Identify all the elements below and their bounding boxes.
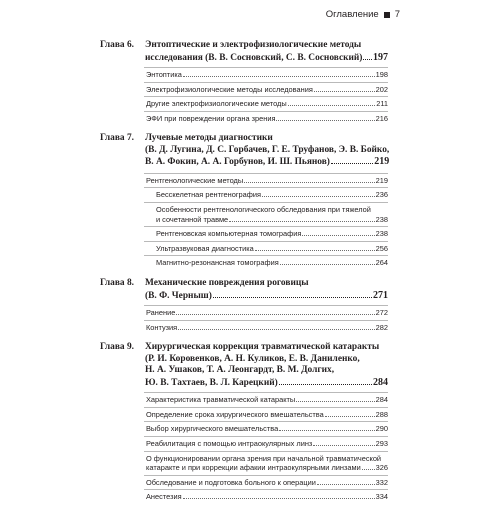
section-title: ЭФИ при повреждении органа зрения xyxy=(146,113,276,123)
chapter-number: Глава 9. xyxy=(100,342,134,353)
chapter-number: Глава 6. xyxy=(100,40,134,50)
section-row xyxy=(146,424,388,434)
section-title: Определение срока хирургического вмешательства xyxy=(146,409,324,419)
dot-leader xyxy=(331,163,373,164)
section-page-number: 198 xyxy=(375,70,388,79)
section-title: Электрофизиологические методы исследования xyxy=(146,84,313,94)
section-title: Ранение xyxy=(146,308,176,318)
section-row xyxy=(146,99,388,109)
section-list xyxy=(144,67,388,125)
section-entry[interactable] xyxy=(144,67,388,82)
chapter-page-number: 219 xyxy=(374,156,390,168)
dot-leader xyxy=(288,105,376,106)
dot-leader xyxy=(279,384,372,385)
chapter-title-text: В. А. Фокин, А. А. Горбунов, И. Ш. Пьянов) xyxy=(145,157,330,168)
chapter-title-last-line xyxy=(145,377,388,390)
section-page-number: 288 xyxy=(375,409,388,419)
section-title: Выбор хирургического вмешательства xyxy=(146,424,279,434)
section-row xyxy=(156,258,388,268)
section-title: Обследование и подготовка больного к операции xyxy=(146,477,316,487)
section-entry[interactable] xyxy=(144,451,388,475)
section-page-number: 284 xyxy=(375,395,388,405)
section-entry[interactable] xyxy=(144,305,388,320)
section-title: катаракте и при коррекции афакии интраокулярными линзами xyxy=(146,463,361,473)
section-title-first-line: Особенности рентгенологического обследования при тяжелой xyxy=(156,205,371,215)
section-page-number: 282 xyxy=(375,322,388,332)
section-page-number: 290 xyxy=(375,424,388,434)
chapter-title-text: (В. Ф. Черныш) xyxy=(145,290,212,301)
section-page-number: 326 xyxy=(375,463,388,473)
section-row xyxy=(146,308,388,318)
section-row xyxy=(146,478,388,488)
section-page-number: 238 xyxy=(375,214,388,224)
chapter-number: Глава 8. xyxy=(100,278,134,289)
running-head-page: 7 xyxy=(394,9,400,20)
section-title: Другие электрофизиологические методы xyxy=(146,99,287,109)
dot-leader xyxy=(183,498,375,499)
section-page-number: 272 xyxy=(375,308,388,318)
section-title-first-line: О функционировании органа зрения при начальной травматической xyxy=(146,453,382,463)
chapter-title-text: Ю. В. Тахтаев, В. Л. Карецкий) xyxy=(145,377,278,388)
dot-leader xyxy=(313,445,374,446)
section-list xyxy=(144,305,388,334)
section-page-number: 293 xyxy=(375,439,388,448)
section-row xyxy=(156,190,388,200)
section-title: и сочетанной травме xyxy=(156,214,229,224)
section-list xyxy=(144,173,388,270)
chapter-entry[interactable] xyxy=(100,133,388,169)
section-page-number: 332 xyxy=(375,477,388,487)
section-entry[interactable] xyxy=(144,226,388,241)
dot-leader xyxy=(229,221,375,222)
square-bullet-icon xyxy=(384,12,390,18)
section-row xyxy=(156,215,388,225)
chapter-title xyxy=(145,133,389,169)
chapter-title-line: Н. А. Ушаков, Т. А. Леонгардт, В. М. Долгих, xyxy=(145,365,335,376)
chapter-title-text: исследования (В. В. Сосновский, С. В. Сосновский) xyxy=(145,52,363,63)
section-entry[interactable] xyxy=(144,436,388,451)
running-head xyxy=(326,9,400,20)
section-row xyxy=(146,323,388,333)
section-entry[interactable] xyxy=(144,82,388,97)
chapter-block xyxy=(100,40,388,125)
chapter-title-line: Лучевые методы диагностики xyxy=(145,133,273,144)
chapter-title-line: (В. Д. Лугина, Д. С. Горбачев, Г. Е. Труфанов, Э. В. Бойко, xyxy=(145,144,390,155)
chapter-entry[interactable] xyxy=(100,342,388,389)
section-row xyxy=(146,395,388,405)
section-title: Магнитно-резонансная томография xyxy=(156,258,279,268)
section-page-number: 202 xyxy=(375,84,388,94)
section-row xyxy=(146,176,388,186)
dot-leader xyxy=(178,329,374,330)
section-entry[interactable] xyxy=(144,475,388,490)
dot-leader xyxy=(325,416,375,417)
section-entry[interactable] xyxy=(144,96,388,111)
section-entry[interactable] xyxy=(144,173,388,188)
dot-leader xyxy=(314,91,375,92)
section-row xyxy=(146,70,388,80)
dot-leader xyxy=(317,484,375,485)
section-entry[interactable] xyxy=(144,421,388,436)
dot-leader xyxy=(302,235,374,236)
chapter-block xyxy=(100,133,388,270)
chapter-title xyxy=(145,278,388,302)
section-title: Анестезия xyxy=(146,492,182,502)
chapter-page-number: 271 xyxy=(373,289,388,301)
dot-leader xyxy=(176,314,374,315)
chapter-title-last-line xyxy=(145,156,389,169)
section-entry[interactable] xyxy=(144,392,388,407)
dot-leader xyxy=(362,469,375,470)
chapter-entry[interactable] xyxy=(100,40,388,64)
dot-leader xyxy=(255,250,375,251)
section-row xyxy=(146,492,388,502)
section-page-number: 256 xyxy=(375,243,388,253)
chapter-block xyxy=(100,342,388,504)
section-entry[interactable] xyxy=(144,202,388,226)
dot-leader xyxy=(280,264,375,265)
chapter-entry[interactable] xyxy=(100,278,388,302)
dot-leader xyxy=(279,430,374,431)
section-entry[interactable] xyxy=(144,407,388,422)
section-page-number: 219 xyxy=(375,175,388,185)
section-row xyxy=(146,85,388,95)
section-entry[interactable] xyxy=(144,320,388,335)
section-title: Бесскелетная рентгенография xyxy=(156,190,261,200)
section-entry[interactable] xyxy=(144,489,388,504)
section-title: Рентгеновская компьютерная томография xyxy=(156,229,302,239)
section-page-number: 236 xyxy=(375,190,388,200)
section-page-number: 238 xyxy=(375,229,388,239)
section-title: Рентгенологические методы xyxy=(146,175,244,185)
chapter-block xyxy=(100,278,388,334)
section-page-number: 264 xyxy=(375,258,388,268)
section-page-number: 334 xyxy=(375,492,388,502)
section-row xyxy=(156,244,388,254)
section-page-number: 216 xyxy=(375,113,388,123)
section-row xyxy=(146,410,388,420)
chapter-number: Глава 7. xyxy=(100,133,134,144)
dot-leader xyxy=(262,196,375,197)
section-entry[interactable] xyxy=(144,187,388,202)
chapter-title-line: (Р. И. Коровенков, А. Н. Куликов, Е. В. Даниленко, xyxy=(145,353,360,364)
table-of-contents xyxy=(100,40,388,512)
section-row xyxy=(156,229,388,239)
section-title: Реабилитация с помощью интраокулярных линз xyxy=(146,439,313,448)
section-entry[interactable] xyxy=(144,255,388,270)
chapter-title-line: Механические повреждения роговицы xyxy=(145,278,309,289)
dot-leader xyxy=(363,59,372,60)
section-page-number: 211 xyxy=(376,99,388,109)
dot-leader xyxy=(276,120,374,121)
section-title: Энтоптика xyxy=(146,70,182,79)
dot-leader xyxy=(213,297,372,298)
running-head-text: Оглавление xyxy=(325,9,379,20)
section-entry[interactable] xyxy=(144,111,388,126)
chapter-page-number: 197 xyxy=(373,51,388,63)
section-entry[interactable] xyxy=(144,241,388,256)
section-row xyxy=(146,463,388,473)
section-list xyxy=(144,392,388,504)
chapter-title-line: Энтоптические и электрофизиологические методы xyxy=(145,40,362,50)
chapter-page-number: 284 xyxy=(373,376,388,388)
section-row xyxy=(146,439,388,449)
dot-leader xyxy=(296,401,374,402)
chapter-title-line: Хирургическая коррекция травматической катаракты xyxy=(145,342,380,353)
chapter-title xyxy=(145,342,388,389)
chapter-title-last-line xyxy=(145,290,388,303)
section-title: Контузия xyxy=(146,322,178,332)
section-title: Характеристика травматической катаракты xyxy=(146,395,296,405)
chapter-title xyxy=(145,40,388,64)
dot-leader xyxy=(183,76,375,77)
section-row xyxy=(146,114,388,124)
dot-leader xyxy=(244,182,374,183)
section-title: Ультразвуковая диагностика xyxy=(156,243,254,253)
chapter-title-last-line xyxy=(145,52,388,65)
